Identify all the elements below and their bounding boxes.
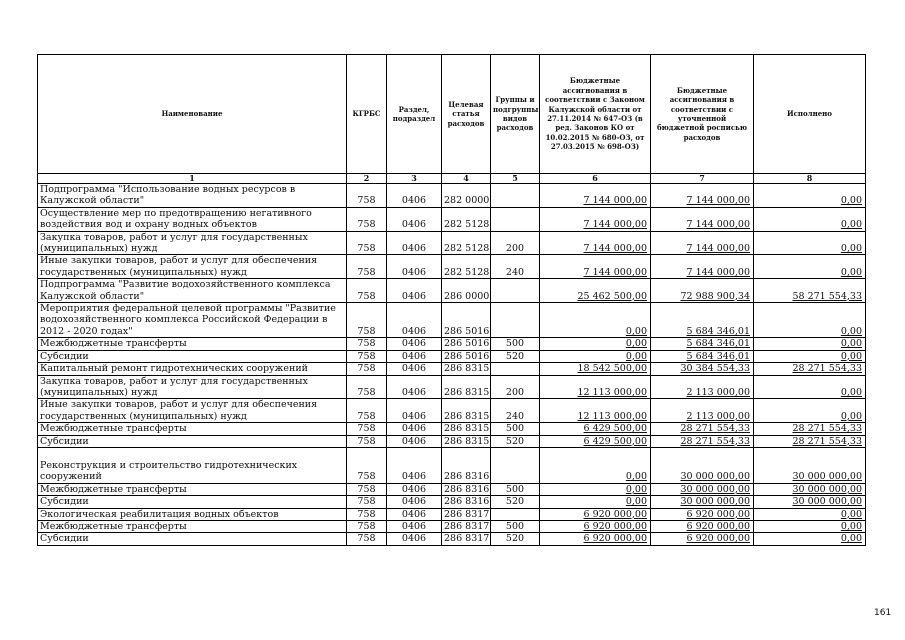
- row-target-item: 286 8315: [442, 399, 491, 423]
- row-executed-amount: 0,00: [754, 338, 866, 350]
- row-approved-amount: 7 144 000,00: [540, 255, 651, 279]
- row-section: 0406: [387, 375, 442, 399]
- row-executed-amount: 30 000 000,00: [754, 496, 866, 508]
- row-kgrbs: 758: [347, 375, 387, 399]
- column-number: 1: [38, 174, 347, 184]
- row-target-item: 286 5016: [442, 303, 491, 338]
- row-expense-group: [491, 184, 540, 208]
- row-name: Закупка товаров, работ и услуг для государственных (муниципальных) нужд: [38, 231, 347, 255]
- column-number: 6: [540, 174, 651, 184]
- header-executed: Исполнено: [754, 55, 866, 174]
- row-executed-amount: 0,00: [754, 255, 866, 279]
- row-expense-group: [491, 363, 540, 375]
- row-executed-amount: 28 271 554,33: [754, 423, 866, 435]
- row-expense-group: [491, 207, 540, 231]
- row-revised-amount: 7 144 000,00: [651, 231, 754, 255]
- row-executed-amount: 0,00: [754, 231, 866, 255]
- column-number: 7: [651, 174, 754, 184]
- column-number: 5: [491, 174, 540, 184]
- row-section: 0406: [387, 363, 442, 375]
- row-section: 0406: [387, 483, 442, 495]
- table-row: [38, 483, 866, 495]
- row-name: Межбюджетные трансферты: [38, 423, 347, 435]
- row-name: Закупка товаров, работ и услуг для государственных (муниципальных) нужд: [38, 375, 347, 399]
- row-executed-amount: 0,00: [754, 375, 866, 399]
- row-revised-amount: 5 684 346,01: [651, 338, 754, 350]
- row-target-item: 286 8315: [442, 363, 491, 375]
- row-section: 0406: [387, 423, 442, 435]
- table-row: [38, 350, 866, 362]
- row-kgrbs: 758: [347, 363, 387, 375]
- column-number: 4: [442, 174, 491, 184]
- row-approved-amount: 7 144 000,00: [540, 207, 651, 231]
- row-executed-amount: 28 271 554,33: [754, 363, 866, 375]
- row-kgrbs: 758: [347, 350, 387, 362]
- row-name: Реконструкция и строительство гидротехнических сооружений: [38, 447, 347, 483]
- row-section: 0406: [387, 338, 442, 350]
- table-row: [38, 255, 866, 279]
- table-row: [38, 338, 866, 350]
- row-target-item: 286 8317: [442, 508, 491, 520]
- column-number-row: [38, 174, 866, 184]
- row-expense-group: [491, 447, 540, 483]
- row-executed-amount: 0,00: [754, 303, 866, 338]
- row-target-item: 282 5128: [442, 231, 491, 255]
- row-revised-amount: 30 000 000,00: [651, 483, 754, 495]
- header-revised-appropriations: Бюджетные ассигнования в соответствии с уточненной бюджетной росписью расходов: [651, 55, 754, 174]
- table-row: [38, 496, 866, 508]
- row-expense-group: 200: [491, 231, 540, 255]
- row-kgrbs: 758: [347, 508, 387, 520]
- row-expense-group: 520: [491, 435, 540, 447]
- row-approved-amount: 6 920 000,00: [540, 533, 651, 545]
- row-revised-amount: 72 988 900,34: [651, 279, 754, 303]
- row-kgrbs: 758: [347, 303, 387, 338]
- row-section: 0406: [387, 447, 442, 483]
- table-row: [38, 231, 866, 255]
- table-row: [38, 279, 866, 303]
- row-kgrbs: 758: [347, 533, 387, 545]
- row-name: Подпрограмма "Развитие водохозяйственного комплекса Калужской области": [38, 279, 347, 303]
- row-kgrbs: 758: [347, 423, 387, 435]
- row-expense-group: [491, 508, 540, 520]
- row-section: 0406: [387, 435, 442, 447]
- row-name: Межбюджетные трансферты: [38, 483, 347, 495]
- row-section: 0406: [387, 533, 442, 545]
- row-kgrbs: 758: [347, 483, 387, 495]
- row-section: 0406: [387, 496, 442, 508]
- row-name: Капитальный ремонт гидротехнических сооружений: [38, 363, 347, 375]
- budget-table: [37, 54, 866, 546]
- row-section: 0406: [387, 231, 442, 255]
- row-approved-amount: 6 920 000,00: [540, 508, 651, 520]
- row-expense-group: 520: [491, 496, 540, 508]
- row-name: Субсидии: [38, 533, 347, 545]
- table-row: [38, 435, 866, 447]
- row-revised-amount: 30 384 554,33: [651, 363, 754, 375]
- row-kgrbs: 758: [347, 338, 387, 350]
- header-expense-groups: Группы и подгруппы видов расходов: [491, 55, 540, 174]
- row-revised-amount: 2 113 000,00: [651, 399, 754, 423]
- table-row: [38, 447, 866, 483]
- header-kgrbs: КГРБС: [347, 55, 387, 174]
- row-section: 0406: [387, 279, 442, 303]
- row-kgrbs: 758: [347, 207, 387, 231]
- row-approved-amount: 12 113 000,00: [540, 375, 651, 399]
- page-number: 161: [874, 608, 892, 618]
- row-name: Субсидии: [38, 496, 347, 508]
- table-row: [38, 508, 866, 520]
- row-target-item: 286 8315: [442, 375, 491, 399]
- row-target-item: 286 8315: [442, 435, 491, 447]
- row-executed-amount: 30 000 000,00: [754, 447, 866, 483]
- row-approved-amount: 0,00: [540, 483, 651, 495]
- row-name: Межбюджетные трансферты: [38, 338, 347, 350]
- row-name: Подпрограмма "Использование водных ресурсов в Калужской области": [38, 184, 347, 208]
- row-expense-group: 500: [491, 423, 540, 435]
- row-approved-amount: 25 462 500,00: [540, 279, 651, 303]
- row-approved-amount: 0,00: [540, 350, 651, 362]
- row-kgrbs: 758: [347, 231, 387, 255]
- table-row: [38, 399, 866, 423]
- row-kgrbs: 758: [347, 496, 387, 508]
- row-name: Межбюджетные трансферты: [38, 520, 347, 532]
- row-expense-group: 500: [491, 520, 540, 532]
- column-number: 8: [754, 174, 866, 184]
- row-expense-group: 520: [491, 533, 540, 545]
- row-kgrbs: 758: [347, 447, 387, 483]
- row-expense-group: 240: [491, 255, 540, 279]
- row-section: 0406: [387, 184, 442, 208]
- table-row: [38, 207, 866, 231]
- table-row: [38, 184, 866, 208]
- row-revised-amount: 5 684 346,01: [651, 350, 754, 362]
- row-target-item: 286 0000: [442, 279, 491, 303]
- row-revised-amount: 6 920 000,00: [651, 520, 754, 532]
- row-section: 0406: [387, 350, 442, 362]
- row-target-item: 286 8316: [442, 483, 491, 495]
- row-revised-amount: 28 271 554,33: [651, 435, 754, 447]
- row-section: 0406: [387, 399, 442, 423]
- row-revised-amount: 2 113 000,00: [651, 375, 754, 399]
- row-section: 0406: [387, 520, 442, 532]
- row-target-item: 282 5128: [442, 255, 491, 279]
- row-revised-amount: 28 271 554,33: [651, 423, 754, 435]
- row-kgrbs: 758: [347, 435, 387, 447]
- row-target-item: 286 8317: [442, 520, 491, 532]
- row-executed-amount: 0,00: [754, 520, 866, 532]
- row-expense-group: 500: [491, 338, 540, 350]
- row-approved-amount: 7 144 000,00: [540, 184, 651, 208]
- row-name: Иные закупки товаров, работ и услуг для обеспечения государственных (муниципальных) нужд: [38, 255, 347, 279]
- table-row: [38, 363, 866, 375]
- row-revised-amount: 6 920 000,00: [651, 533, 754, 545]
- row-approved-amount: 18 542 500,00: [540, 363, 651, 375]
- row-executed-amount: 30 000 000,00: [754, 483, 866, 495]
- table-body: [38, 184, 866, 546]
- row-kgrbs: 758: [347, 520, 387, 532]
- row-executed-amount: 0,00: [754, 350, 866, 362]
- row-target-item: 286 8317: [442, 533, 491, 545]
- row-approved-amount: 6 429 500,00: [540, 423, 651, 435]
- row-approved-amount: 0,00: [540, 447, 651, 483]
- row-expense-group: 500: [491, 483, 540, 495]
- table-row: [38, 423, 866, 435]
- row-revised-amount: 7 144 000,00: [651, 184, 754, 208]
- row-approved-amount: 6 920 000,00: [540, 520, 651, 532]
- row-section: 0406: [387, 207, 442, 231]
- row-section: 0406: [387, 508, 442, 520]
- row-target-item: 286 8316: [442, 447, 491, 483]
- row-section: 0406: [387, 303, 442, 338]
- row-target-item: 282 5128: [442, 207, 491, 231]
- row-executed-amount: 0,00: [754, 184, 866, 208]
- row-name: Экологическая реабилитация водных объектов: [38, 508, 347, 520]
- row-executed-amount: 0,00: [754, 533, 866, 545]
- table-row: [38, 533, 866, 545]
- table-row: [38, 303, 866, 338]
- row-kgrbs: 758: [347, 184, 387, 208]
- header-name: Наименование: [38, 55, 347, 174]
- row-executed-amount: 58 271 554,33: [754, 279, 866, 303]
- row-target-item: 286 8316: [442, 496, 491, 508]
- column-number: 3: [387, 174, 442, 184]
- row-expense-group: 240: [491, 399, 540, 423]
- row-approved-amount: 7 144 000,00: [540, 231, 651, 255]
- header-section: Раздел, подраздел: [387, 55, 442, 174]
- row-target-item: 286 8315: [442, 423, 491, 435]
- row-section: 0406: [387, 255, 442, 279]
- row-revised-amount: 30 000 000,00: [651, 447, 754, 483]
- row-target-item: 286 5016: [442, 338, 491, 350]
- row-approved-amount: 6 429 500,00: [540, 435, 651, 447]
- row-target-item: 286 5016: [442, 350, 491, 362]
- row-target-item: 282 0000: [442, 184, 491, 208]
- row-expense-group: [491, 279, 540, 303]
- row-kgrbs: 758: [347, 399, 387, 423]
- row-name: Субсидии: [38, 350, 347, 362]
- row-kgrbs: 758: [347, 255, 387, 279]
- table-row: [38, 520, 866, 532]
- row-executed-amount: 0,00: [754, 207, 866, 231]
- row-name: Мероприятия федеральной целевой программы "Развитие водохозяйственного комплекса Российской Федерации в 2012 - 2020 годах": [38, 303, 347, 338]
- table-row: [38, 375, 866, 399]
- row-executed-amount: 0,00: [754, 399, 866, 423]
- row-executed-amount: 0,00: [754, 508, 866, 520]
- row-approved-amount: 0,00: [540, 338, 651, 350]
- column-number: 2: [347, 174, 387, 184]
- row-kgrbs: 758: [347, 279, 387, 303]
- row-name: Осуществление мер по предотвращению негативного воздействия вод и охрану водных объектов: [38, 207, 347, 231]
- row-expense-group: 200: [491, 375, 540, 399]
- table-header-row: [38, 55, 866, 174]
- row-revised-amount: 5 684 346,01: [651, 303, 754, 338]
- row-executed-amount: 28 271 554,33: [754, 435, 866, 447]
- row-name: Субсидии: [38, 435, 347, 447]
- row-expense-group: 520: [491, 350, 540, 362]
- header-target-item: Целевая статья расходов: [442, 55, 491, 174]
- row-revised-amount: 7 144 000,00: [651, 255, 754, 279]
- row-revised-amount: 7 144 000,00: [651, 207, 754, 231]
- row-revised-amount: 30 000 000,00: [651, 496, 754, 508]
- row-approved-amount: 0,00: [540, 303, 651, 338]
- row-name: Иные закупки товаров, работ и услуг для обеспечения государственных (муниципальных) нужд: [38, 399, 347, 423]
- header-approved-appropriations: Бюджетные ассигнования в соответствии с Законом Калужской области от 27.11.2014 № 647-ОЗ (в ред. Законов КО от 10.02.2015 № 680-ОЗ, от 27.03.2015 № 698-ОЗ): [540, 55, 651, 174]
- row-approved-amount: 0,00: [540, 496, 651, 508]
- row-approved-amount: 12 113 000,00: [540, 399, 651, 423]
- row-expense-group: [491, 303, 540, 338]
- row-revised-amount: 6 920 000,00: [651, 508, 754, 520]
